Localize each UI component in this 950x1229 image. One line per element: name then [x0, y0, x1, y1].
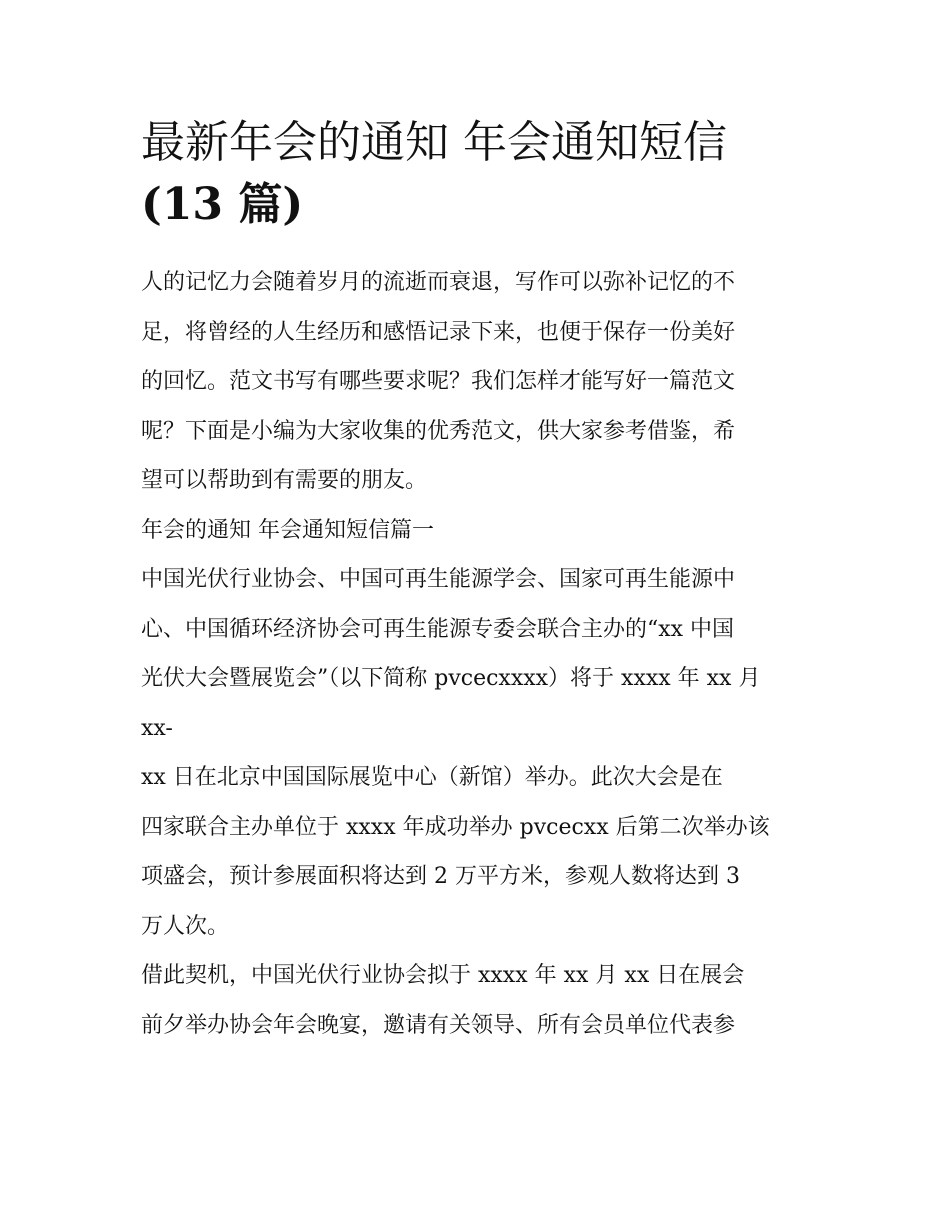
intro-paragraph — [141, 258, 816, 506]
paragraph-2 — [141, 753, 816, 951]
paragraph-line: xx- — [141, 715, 173, 741]
intro-line: 呢？下面是小编为大家收集的优秀范文，供大家参考借鉴，希 — [141, 418, 736, 444]
document-title — [141, 112, 816, 236]
intro-line: 望可以帮助到有需要的朋友。 — [141, 468, 428, 493]
intro-line: 人的记忆力会随着岁月的流逝而衰退，写作可以弥补记忆的不 — [141, 270, 736, 295]
paragraph-line: 万人次。 — [141, 913, 230, 939]
section-heading: 年会的通知 年会通知短信篇一 — [141, 517, 434, 543]
paragraph-line: 光伏大会暨展览会”（以下简称 pvcecxxxx）将于 xxxx 年 xx 月 — [141, 666, 761, 691]
title-main: 最新年会的通知 年会通知短信 — [141, 117, 727, 168]
paragraph-line: 四家联合主办单位于 xxxx 年成功举办 pvcecxx 后第二次举办该 — [141, 814, 770, 840]
paragraph-3 — [141, 951, 816, 1050]
paragraph-line: 中国光伏行业协会、中国可再生能源学会、国家可再生能源中 — [141, 567, 736, 592]
intro-line: 足，将曾经的人生经历和感悟记录下来，也便于保存一份美好 — [141, 319, 736, 345]
document-page — [141, 112, 816, 1050]
paragraph-line: 心、中国循环经济协会可再生能源专委会联合主办的“xx 中国 — [141, 616, 735, 642]
title-count: (13 篇) — [141, 179, 304, 230]
paragraph-1 — [141, 555, 816, 753]
intro-line: 的回忆。范文书写有哪些要求呢？我们怎样才能写好一篇范文 — [141, 369, 736, 394]
paragraph-line: 项盛会，预计参展面积将达到 2 万平方米，参观人数将达到 3 — [141, 864, 740, 889]
paragraph-line: 前夕举办协会年会晚宴，邀请有关领导、所有会员单位代表参 — [141, 1012, 736, 1038]
paragraph-line: xx 日在北京中国国际展览中心（新馆）举办。此次大会是在 — [141, 765, 723, 790]
paragraph-line: 借此契机，中国光伏行业协会拟于 xxxx 年 xx 月 xx 日在展会 — [141, 963, 745, 988]
